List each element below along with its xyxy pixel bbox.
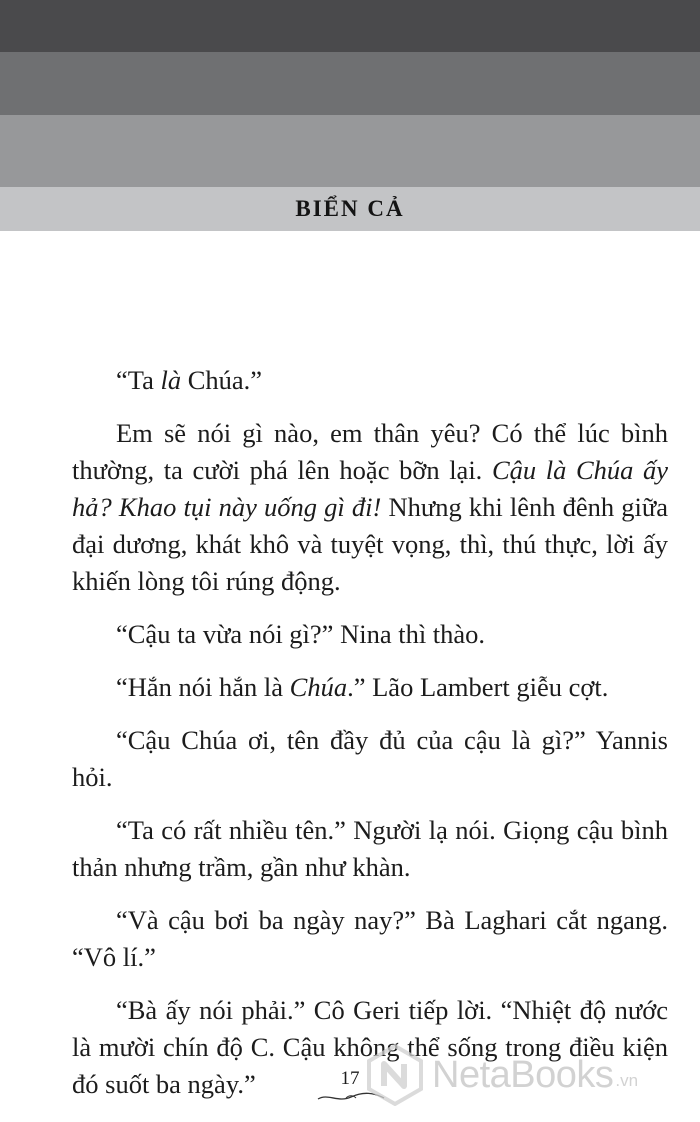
watermark-suffix: .vn xyxy=(615,1071,639,1090)
header-band-mid xyxy=(0,52,700,115)
netabooks-logo-icon xyxy=(364,1044,426,1106)
text-segment: Nhưng khi lênh đênh giữa đại dương, khát khô và tuyệt vọng, thì, thú thực, lời ấy khiến lòng tôi rúng động. xyxy=(72,492,668,596)
watermark-brand: NetaBooks xyxy=(432,1053,614,1096)
text-segment: .” Lão Lambert giễu cợt. xyxy=(347,672,609,702)
page-number: 17 xyxy=(340,1068,360,1089)
chapter-title: BIỂN CẢ xyxy=(295,196,405,221)
text-segment: Chúa.” xyxy=(181,365,263,395)
paragraph xyxy=(72,669,668,706)
paragraph xyxy=(72,812,668,886)
header-band-light xyxy=(0,115,700,187)
text-segment: “Cậu ta vừa nói gì?” Nina thì thào. xyxy=(116,619,486,649)
italic-text: là xyxy=(160,365,182,395)
text-segment: “Cậu Chúa ơi, tên đầy đủ của cậu là gì?” Yannis hỏi. xyxy=(72,725,668,792)
text-segment: “Hắn nói hắn là xyxy=(116,672,290,702)
paragraph xyxy=(72,415,668,600)
text-segment: “Bà ấy nói phải.” Cô Geri tiếp lời. “Nhiệt độ nước là mười chín độ C. Cậu không thể sống trong điều kiện đó suốt ba ngày.” xyxy=(72,995,668,1099)
text-segment: Em sẽ nói gì nào, em thân yêu? Có thể lúc bình thường, ta cười phá lên hoặc bỡn lại. xyxy=(72,418,668,485)
header-band-dark xyxy=(0,0,700,52)
body-text xyxy=(72,362,668,1119)
italic-text: Cậu là Chúa ấy hả? Khao tụi này uống gì đi! xyxy=(72,455,668,522)
text-segment: “Ta có rất nhiều tên.” Người lạ nói. Giọng cậu bình thản nhưng trầm, gần như khàn. xyxy=(72,815,668,882)
italic-text: Chúa xyxy=(289,672,348,702)
text-segment: “Và cậu bơi ba ngày nay?” Bà Laghari cắt ngang. “Vô lí.” xyxy=(72,905,668,972)
paragraph xyxy=(72,362,668,399)
text-segment: “Ta xyxy=(116,365,161,395)
paragraph xyxy=(72,722,668,796)
paragraph xyxy=(72,616,668,653)
watermark-logo xyxy=(364,1044,638,1106)
paragraph xyxy=(72,902,668,976)
